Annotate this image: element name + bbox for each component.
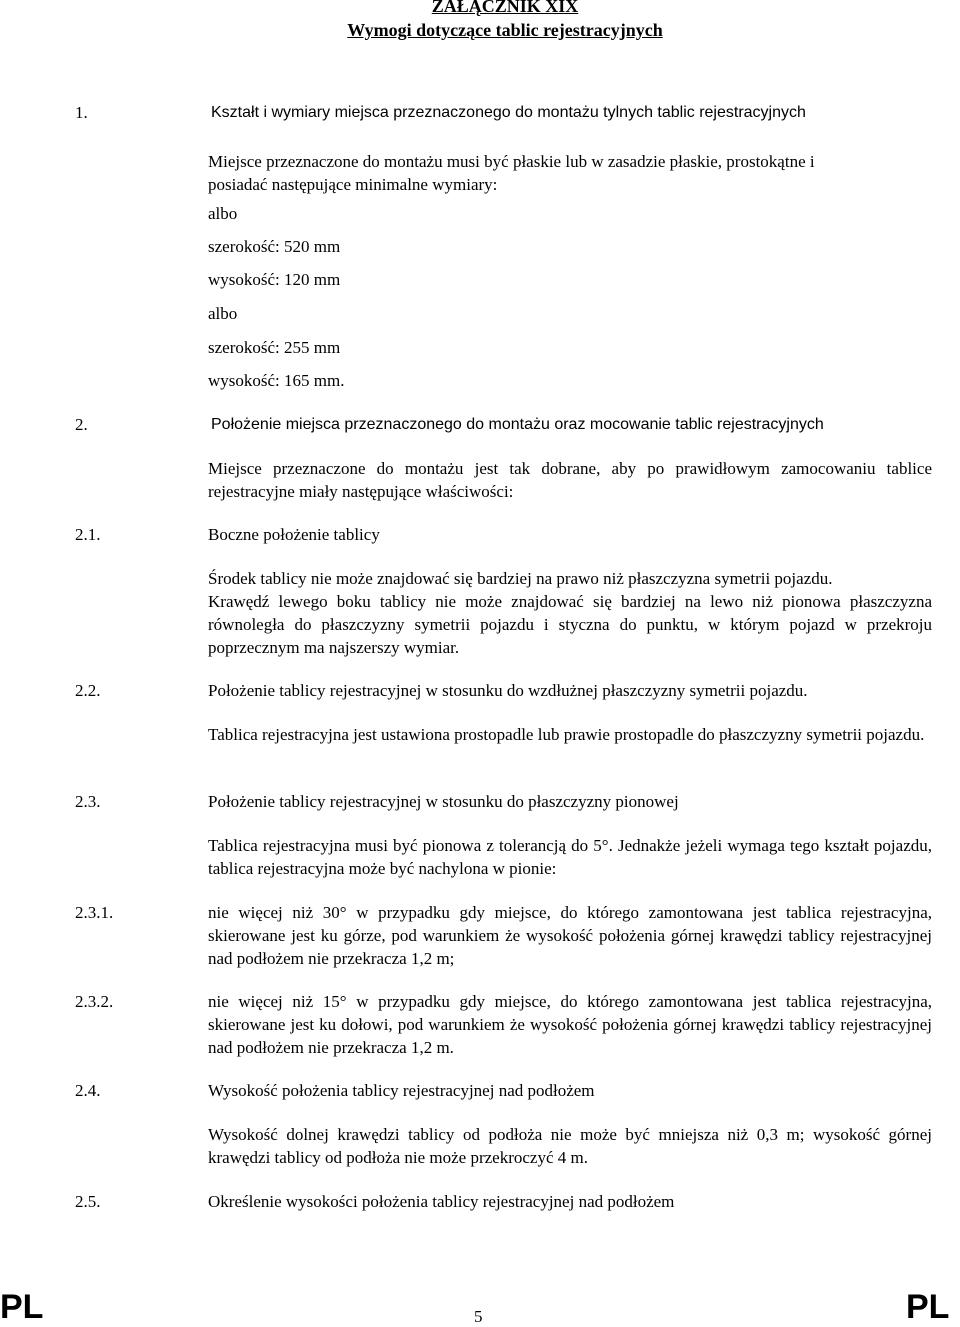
section-2-4-body: Wysokość dolnej krawędzi tablicy od podłoża nie może być mniejsza niż 0,3 m; wysokość górnej krawędzi tablicy od podłoża nie może przekroczyć 4 m. [208, 1125, 932, 1167]
annex-subtitle: Wymogi dotyczące tablic rejestracyjnych [347, 20, 663, 40]
section-2-1-body: Krawędź lewego boku tablicy nie może znajdować się bardziej na lewo niż pionowa płaszczyzna równoległa do płaszczyzny symetrii pojazdu i styczna do punktu, w którym pojazd w przekroju poprzecznym ma najszerszy wymiar. [208, 592, 932, 657]
section-1-intro-line2: posiadać następujące minimalne wymiary: [208, 175, 498, 194]
section-2-2-title: Położenie tablicy rejestracyjnej w stosunku do wzdłużnej płaszczyzny symetrii pojazdu. [208, 681, 808, 700]
section-2-1-body-line1: Środek tablicy nie może znajdować się bardziej na prawo niż płaszczyzna symetrii pojazdu. [208, 569, 833, 588]
section-2-3-2-number: 2.3.2. [75, 992, 114, 1011]
option-albo-2: albo [208, 304, 238, 323]
section-1-heading: Kształt i wymiary miejsca przeznaczonego do montażu tylnych tablic rejestracyjnych [211, 104, 806, 121]
section-2-3-1-body: nie więcej niż 30° w przypadku gdy miejsce, do którego zamontowana jest tablica rejestracyjna, skierowane jest ku górze, pod warunkiem że wysokość położenia górnej krawędzi tablicy rejestracyjnej nad podłożem nie przekracza 1,2 m; [208, 903, 932, 968]
page-number: 5 [474, 1307, 483, 1326]
section-2-2-body: Tablica rejestracyjna jest ustawiona prostopadle lub prawie prostopadle do płaszczyzny symetrii pojazdu. [208, 725, 925, 744]
section-2-5-number: 2.5. [75, 1192, 101, 1211]
annex-title: ZAŁĄCZNIK XIX [431, 0, 579, 16]
width-255: szerokość: 255 mm [208, 338, 341, 357]
width-520: szerokość: 520 mm [208, 237, 341, 256]
section-2-heading: Położenie miejsca przeznaczonego do montażu oraz mocowanie tablic rejestracyjnych [211, 416, 824, 433]
section-2-1-number: 2.1. [75, 525, 101, 544]
height-165: wysokość: 165 mm. [208, 371, 345, 390]
section-2-3-title: Położenie tablicy rejestracyjnej w stosunku do płaszczyzny pionowej [208, 792, 679, 811]
section-1-intro-line1: Miejsce przeznaczone do montażu musi być płaskie lub w zasadzie płaskie, prostokątne i [208, 152, 815, 171]
section-2-intro: Miejsce przeznaczone do montażu jest tak dobrane, aby po prawidłowym zamocowaniu tablice rejestracyjne miały następujące właściwości: [208, 459, 932, 501]
section-2-1-title: Boczne położenie tablicy [208, 525, 380, 544]
section-2-5-title: Określenie wysokości położenia tablicy rejestracyjnej nad podłożem [208, 1192, 675, 1211]
section-2-3-body: Tablica rejestracyjna musi być pionowa z tolerancją do 5°. Jednakże jeżeli wymaga tego kształt pojazdu, tablica rejestracyjna może być nachylona w pionie: [208, 836, 932, 878]
section-2-3-number: 2.3. [75, 792, 101, 811]
section-2-3-2-body: nie więcej niż 15° w przypadku gdy miejsce, do którego zamontowana jest tablica rejestracyjna, skierowane jest ku dołowi, pod warunkiem że wysokość położenia górnej krawędzi tablicy rejestracyjnej nad podłożem nie przekracza 1,2 m. [208, 992, 932, 1057]
section-2-number: 2. [75, 415, 88, 434]
section-2-3-1-number: 2.3.1. [75, 903, 114, 922]
section-1-number: 1. [75, 103, 88, 122]
section-2-2-number: 2.2. [75, 681, 101, 700]
option-albo-1: albo [208, 204, 238, 223]
footer-language-left: PL [0, 1288, 44, 1326]
section-2-4-title: Wysokość położenia tablicy rejestracyjnej nad podłożem [208, 1081, 595, 1100]
section-2-4-number: 2.4. [75, 1081, 101, 1100]
footer-language-right: PL [906, 1288, 950, 1326]
height-120: wysokość: 120 mm [208, 270, 341, 289]
